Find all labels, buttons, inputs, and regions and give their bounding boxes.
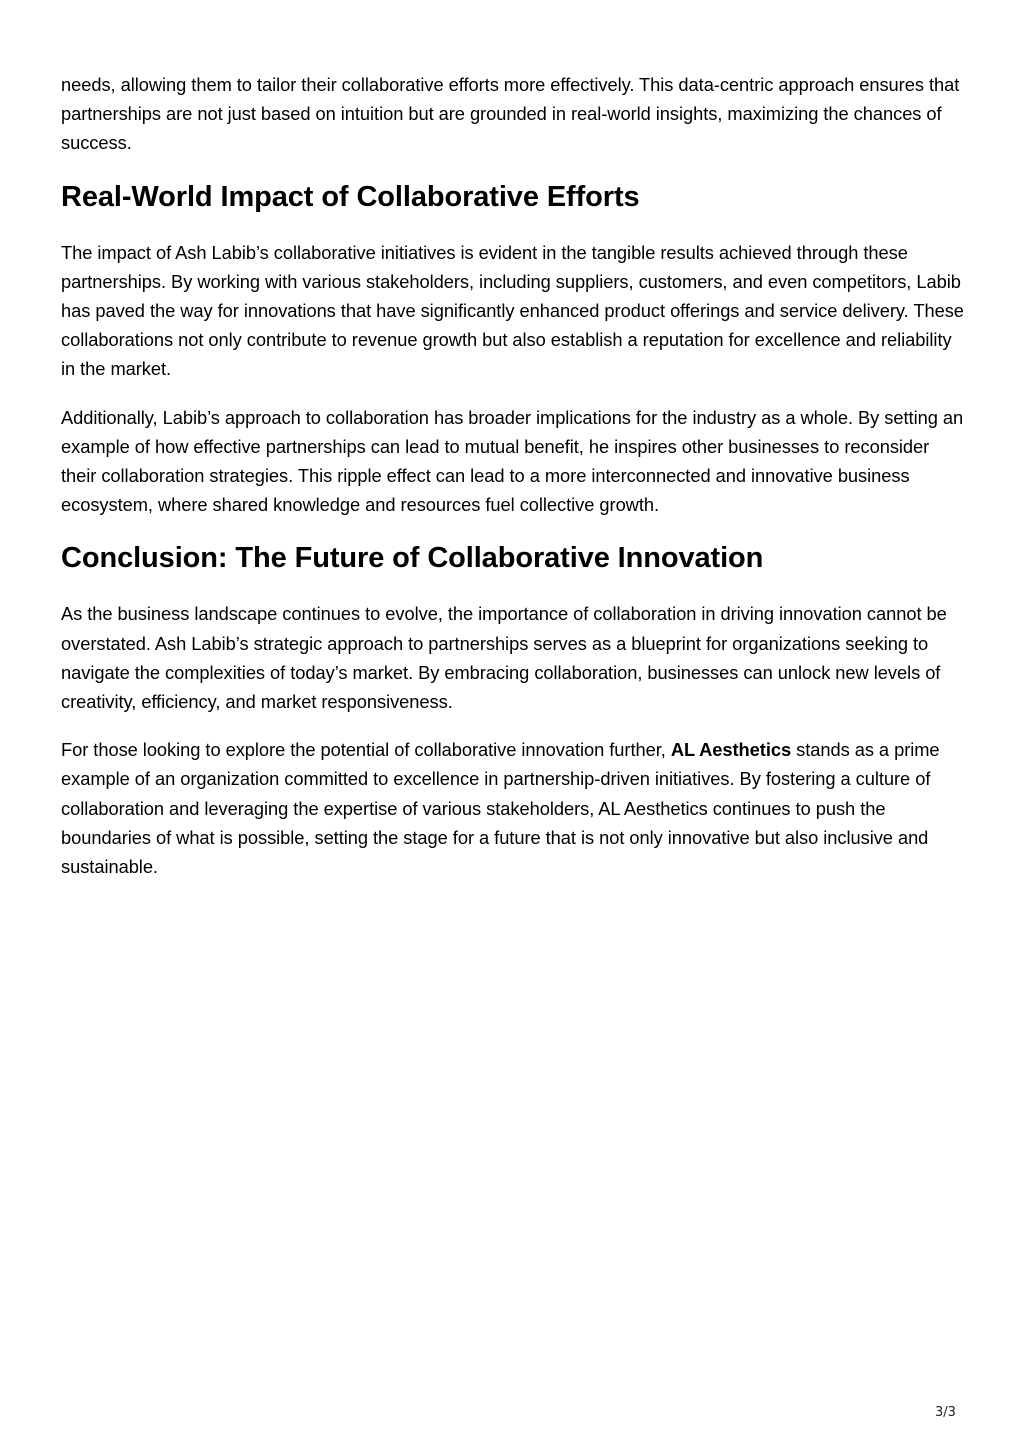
section-heading-conclusion: Conclusion: The Future of Collaborative Innovation [61,542,764,575]
real-world-impact-paragraph-1: The impact of Ash Labib’s collaborative initiatives is evident in the tangible results achieved through these partnerships. By working with various stakeholders, including suppliers, customers, and even competitors, Labib has paved the way for innovations that have significantly enhanced product offerings and service delivery. These collaborations not only contribute to revenue growth but also establish a reputation for excellence and reliability in the market. [61,241,964,380]
intro-paragraph: needs, allowing them to tailor their collaborative efforts more effectively. This data-centric approach ensures that partnerships are not just based on intuition but are grounded in real-world insights, maximizing the chances of success. [61,74,960,154]
document-body [61,70,965,900]
real-world-impact-paragraph-2: Additionally, Labib’s approach to collaboration has broader implications for the industry as a whole. By setting an example of how effective partnerships can lead to mutual benefit, he inspires other businesses to reconsider their collaboration strategies. This ripple effect can lead to a more interconnected and innovative business ecosystem, where shared knowledge and resources fuel collective growth. [61,406,964,516]
page-number: 3/3 [935,1405,956,1420]
conclusion-paragraph-1: As the business landscape continues to evolve, the importance of collaboration in driving innovation cannot be overstated. Ash Labib’s strategic approach to partnerships serves as a blueprint for organizations seeking to navigate the complexities of today’s market. By embracing collaboration, businesses can unlock new levels of creativity, efficiency, and market responsiveness. [61,603,947,713]
al-aesthetics-brand: AL Aesthetics [670,739,792,761]
section-heading-real-world-impact: Real-World Impact of Collaborative Efforts [61,180,640,213]
conclusion-text-after: stands as a prime example of an organization committed to excellence in partnership-driven initiatives. By fostering a culture of collaboration and leveraging the expertise of various stakeholders, AL Aesthetics continues to push the boundaries of what is possible, setting the stage for a future that is not only innovative but also inclusive and sustainable. [61,739,940,878]
conclusion-paragraph-2 [61,735,965,881]
conclusion-text-before: For those looking to explore the potential of collaborative innovation further, [61,739,671,761]
